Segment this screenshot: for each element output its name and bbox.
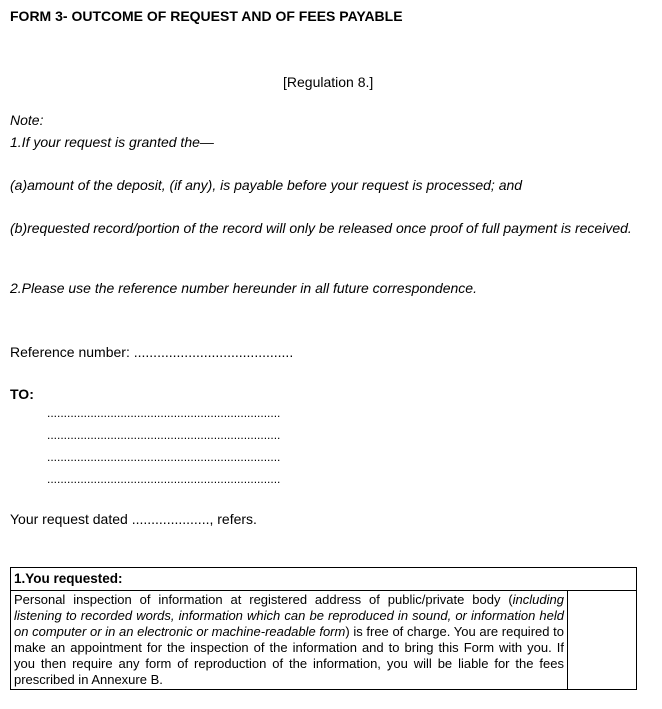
requested-table-header-row <box>11 568 637 591</box>
to-label: TO: <box>10 386 34 402</box>
requested-description-italic: including listening to recorded words, information which can be reproduced in sound, or information held on computer or in an electronic or machine-readable form <box>14 592 564 639</box>
requested-table <box>10 567 637 690</box>
regulation-reference: [Regulation 8.] <box>283 74 374 90</box>
reference-number-row <box>10 344 293 360</box>
to-address-line-4[interactable]: ...................................................................... <box>47 472 281 486</box>
request-dated-suffix: , refers. <box>209 511 257 527</box>
requested-description-cell <box>11 591 568 690</box>
requested-table-header: 1.You requested: <box>11 568 637 591</box>
note-item-1: 1.If your request is granted the— <box>10 134 214 150</box>
requested-description-pre: Personal inspection of information at registered address of public/private body ( <box>14 592 513 607</box>
to-address-line-2[interactable]: ...................................................................... <box>47 428 281 442</box>
note-heading: Note: <box>10 112 44 128</box>
requested-description-post: ) is free of charge. You are required to make an appointment for the inspection of the information and to bring this Form with you. If you then require any form of reproduction of the information, you will be liable for the fees prescribed in Annexure B. <box>14 624 564 687</box>
to-address-line-1[interactable]: ...................................................................... <box>47 406 281 420</box>
reference-number-label: Reference number: <box>10 344 134 360</box>
note-item-1a: (a)amount of the deposit, (if any), is payable before your request is processed; and <box>10 177 523 193</box>
requested-table-row <box>11 591 637 690</box>
form-title: FORM 3- OUTCOME OF REQUEST AND OF FEES PAYABLE <box>10 8 403 24</box>
note-item-2: 2.Please use the reference number hereunder in all future correspondence. <box>10 280 477 296</box>
request-dated-row <box>10 511 257 527</box>
request-date-field[interactable]: .................... <box>131 511 210 527</box>
request-dated-prefix: Your request dated <box>10 511 132 527</box>
requested-fee-cell[interactable] <box>568 591 637 690</box>
note-item-1b: (b)requested record/portion of the record will only be released once proof of full payment is received. <box>10 220 632 236</box>
reference-number-field[interactable]: ......................................... <box>133 344 294 360</box>
to-address-line-3[interactable]: ...................................................................... <box>47 450 281 464</box>
